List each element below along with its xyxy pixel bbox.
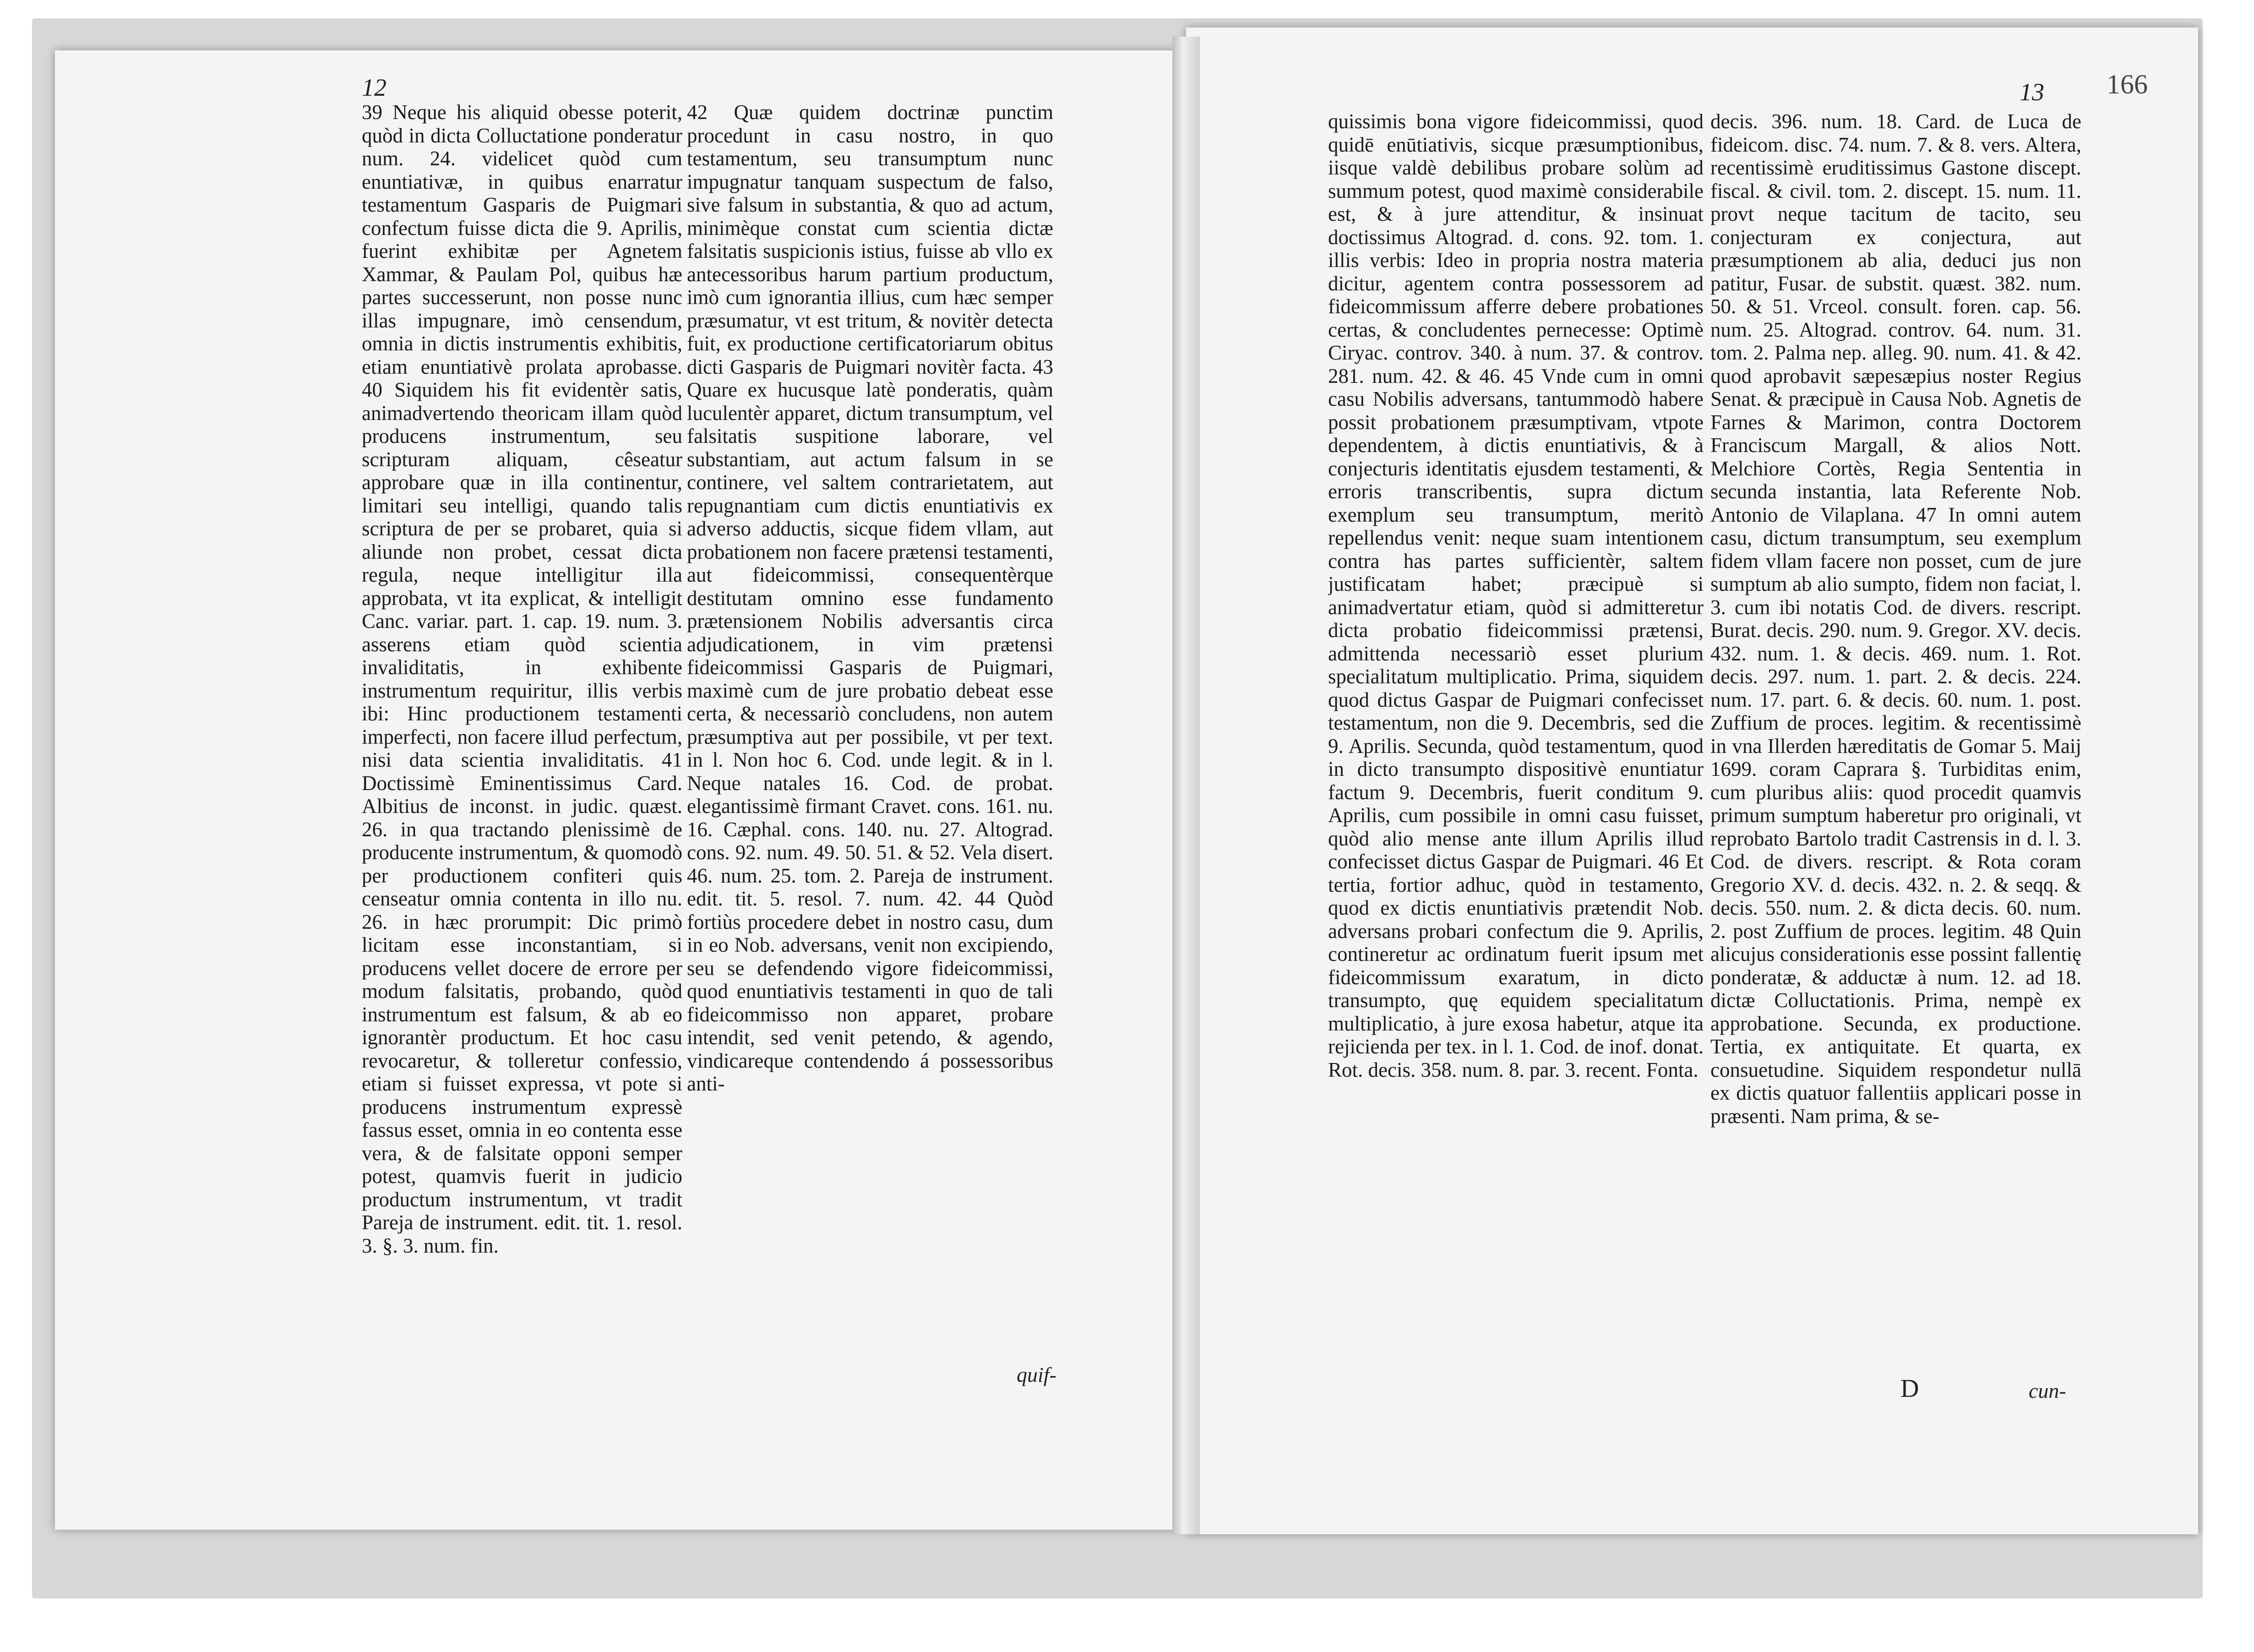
right-column-1: quissimis bona vigore fideicommissi, quod quidē enūtiativis, sicque præsumptionibus, iisque valdè debilibus probare solùm ad summum potest, quod maximè considerabile est, & à jure attenditur, & insinuat doctissimus Altograd. d. cons. 92. tom. 1. illis verbis: Ideo in propria nostra materia dicitur, agentem contra possessorem ad fideicommissum afferre debere probationes certas, & concludentes pernecesse: Optimè Ciryac. controv. 340. à num. 37. & controv. 281. num. 42. & 46. 45 Vnde cum in omni casu Nobilis adversans, tantummodò habere possit probationem præsumptivam, vtpote dependentem, à dictis enuntiativis, & à conjecturis identitatis ejusdem testamenti, & erroris transcribentis, supra dictum exemplum seu transumptum, meritò repellendus venit: neque suam intentionem contra has partes sufficientèr, saltem justificatam habet; præcipuè si animadvertatur etiam, quòd si admitteretur dicta probatio fideicommissi prætensi, admittenda necessariò esset plurium specialitatum multiplicatio. Prima, siquidem quod dictus Gaspar de Puigmari confecisset testamentum, non die 9. Decembris, sed die 9. Aprilis. Secunda, quòd testamentum, quod in dicto transumpto dispositivè enuntiatur factum 9. Decembris, fuerit conditum 9. Aprilis, cum possibile in omni casu fuisset, quòd alio mense ante illum Aprilis illud confecisset dictus Gaspar de Puigmari. 46 Et tertia, fortior adhuc, quòd in testamento, quod ex dictis enuntiativis prætendit Nob. adversans probari confectum die 9. Aprilis, contineretur ac ordinatum fuerit ipsum met fideicommissum exaratum, in dicto transumpto, quę equidem specialitatum multiplicatio, à jure exosa habetur, atque ita rejicienda per tex. in l. 1. Cod. de inof. donat. Rot. decis. 358. num. 8. par. 3. recent. Fonta. bbox=[1328, 110, 1704, 1081]
right-page-number: 13 bbox=[2020, 78, 2044, 106]
left-column-2: 42 Quæ quidem doctrinæ punctim procedunt in casu nostro, in quo testamentum, seu transumptum nunc impugnatur tanquam suspectum de falso, sive falsum in substantia, & quo ad actum, minimèque constat cum scientia dictæ falsitatis suspicionis istius, fuisse ab vllo ex antecessoribus harum partium productum, imò cum ignorantia illius, cum hæc semper præsumatur, vt est tritum, & novitèr detecta fuit, ex productione certificatoriarum obitus dicti Gasparis de Puigmari novitèr facta. 43 Quare ex hucusque latè ponderatis, quàm luculentèr apparet, dictum transumptum, vel falsitatis suspitione laborare, vel substantiam, aut actum falsum in se continere, vel saltem contrarietatem, aut repugnantiam cum dictis enuntiativis ex adverso adductis, sicque fidem vllam, aut probationem non facere prætensi testamenti, aut fideicommissi, consequentèrque destitutam omnino esse fundamento prætensionem Nobilis adversantis circa adjudicationem, in vim prætensi fideicommissi Gasparis de Puigmari, maximè cum de jure probatio debeat esse certa, & necessariò concludens, non autem præsumptiva aut per possibile, vt per text. in l. Non hoc 6. Cod. unde legit. & in l. Neque natales 16. Cod. de probat. elegantissimè firmant Cravet. cons. 161. nu. 16. Cæphal. cons. 140. nu. 27. Altograd. cons. 92. num. 49. 50. 51. & 52. Vela disert. 46. num. 25. tom. 2. Pareja de instrument. edit. tit. 5. resol. 7. num. 42. 44 Quòd fortiùs procedere debet in nostro casu, dum in eo Nob. adversans, venit non excipiendo, seu se defendendo vigore fideicommissi, quod enuntiativis testamenti in quo de tali fideicommisso non apparet, probare intendit, sed venit petendo, & agendo, vindicareque contendendo á possessoribus anti- bbox=[687, 101, 1053, 1095]
right-catchword: cun- bbox=[2029, 1379, 2066, 1402]
signature-mark: D bbox=[1900, 1374, 1919, 1403]
handwritten-folio-number: 166 bbox=[2107, 69, 2148, 99]
right-column-2: decis. 396. num. 18. Card. de Luca de fideicom. disc. 74. num. 7. & 8. vers. Altera, recentissimè eruditissimus Gastone discept. fiscal. & civil. tom. 2. discept. 15. num. 11. provt neque tacitum de tacito, seu conjecturam ex conjectura, aut præsumptionem ab alia, deduci jus non patitur, Fusar. de substit. quæst. 382. num. 50. & 51. Vrceol. consult. foren. cap. 56. num. 25. Altograd. controv. 64. num. 31. tom. 2. Palma nep. alleg. 90. num. 41. & 42. quod aprobavit sæpesæpius noster Regius Senat. & præcipuè in Causa Nob. Agnetis de Farnes & Marimon, contra Doctorem Franciscum Margall, & alios Nott. Melchiore Cortès, Regia Sententia in secunda instantia, lata Referente Nob. Antonio de Vilaplana. 47 In omni autem casu, dictum transumptum, seu exemplum fidem vllam facere non posset, cum de jure sumptum ab alio sumpto, fidem non faciat, l. 3. cum ibi notatis Cod. de divers. rescript. Burat. decis. 290. num. 9. Gregor. XV. decis. 432. num. 1. & decis. 469. num. 1. Rot. decis. 297. num. 1. part. 2. & decis. 224. num. 17. part. 6. & decis. 60. num. 1. post. Zuffium de proces. legitim. & recentissimè in vna Illerden hæreditatis de Gomar 5. Maij 1699. coram Caprara §. Turbiditas enim, cum pluribus aliis: quod procedit quamvis primum sumptum haberetur pro originali, vt reprobato Bartolo tradit Castrensis in d. l. 3. Cod. de divers. rescript. & Rota coram Gregorio XV. d. decis. 432. n. 2. & seqq. & decis. 550. num. 2. & dicta decis. 60. num. 2. post Zuffium de proces. legitim. 48 Quin alicujus considerationis esse possint fallentię ponderatæ, & adductæ à num. 12. ad 18. dictæ Colluctationis. Prima, nempè ex approbatione. Secunda, ex productione. Tertia, ex antiquitate. Et quarta, ex consuetudine. Siquidem respondetur nullā ex dictis quatuor fallentiis applicari posse in præsenti. Nam prima, & se- bbox=[1710, 110, 2081, 1128]
left-page-number: 12 bbox=[362, 74, 387, 101]
left-catchword: quif- bbox=[1017, 1363, 1056, 1386]
book-gutter bbox=[1172, 37, 1200, 1534]
left-column-1: 39 Neque his aliquid obesse poterit, quòd in dicta Colluctatione ponderatur num. 24. videlicet quòd cum enuntiativæ, in quibus enarratur testamentum Gasparis de Puigmari confectum fuisse dicta die 9. Aprilis, fuerint exhibitæ per Agnetem Xammar, & Paulam Pol, quibus hæ partes successerunt, non posse nunc illas impugnare, imò censendum, omnia in dictis instrumentis exhibitis, etiam enuntiativè prolata aprobasse. 40 Siquidem his fit evidentèr satis, animadvertendo theoricam illam quòd producens instrumentum, seu scripturam aliquam, cêseatur approbare quæ in illa continentur, limitari seu intelligi, quando talis scriptura de per se probaret, quia si aliunde non probet, cessat dicta regula, neque intelligitur illa approbata, vt ita explicat, & intelligit Canc. variar. part. 1. cap. 19. num. 3. asserens etiam quòd scientia invaliditatis, in exhibente instrumentum requiritur, illis verbis ibi: Hinc productionem testamenti imperfecti, non facere illud perfectum, nisi data scientia invaliditatis. 41 Doctissimè Eminentissimus Card. Albitius de inconst. in judic. quæst. 26. in qua tractando plenissimè de producente instrumentum, & quomodò per productionem confiteri quis censeatur omnia contenta in illo nu. 26. in hæc prorumpit: Dic primò licitam esse inconstantiam, si producens vellet docere de errore per modum falsitatis, probando, quòd instrumentum est falsum, & ab eo ignorantèr productum. Et hoc casu revocaretur, & tolleretur confessio, etiam si fuisset expressa, vt pote si producens instrumentum expressè fassus esset, omnia in eo contenta esse vera, & de falsitate opponi semper potest, quamvis fuerit in judicio productum instrumentum, vt tradit Pareja de instrument. edit. tit. 1. resol. 3. §. 3. num. fin. bbox=[362, 101, 682, 1257]
